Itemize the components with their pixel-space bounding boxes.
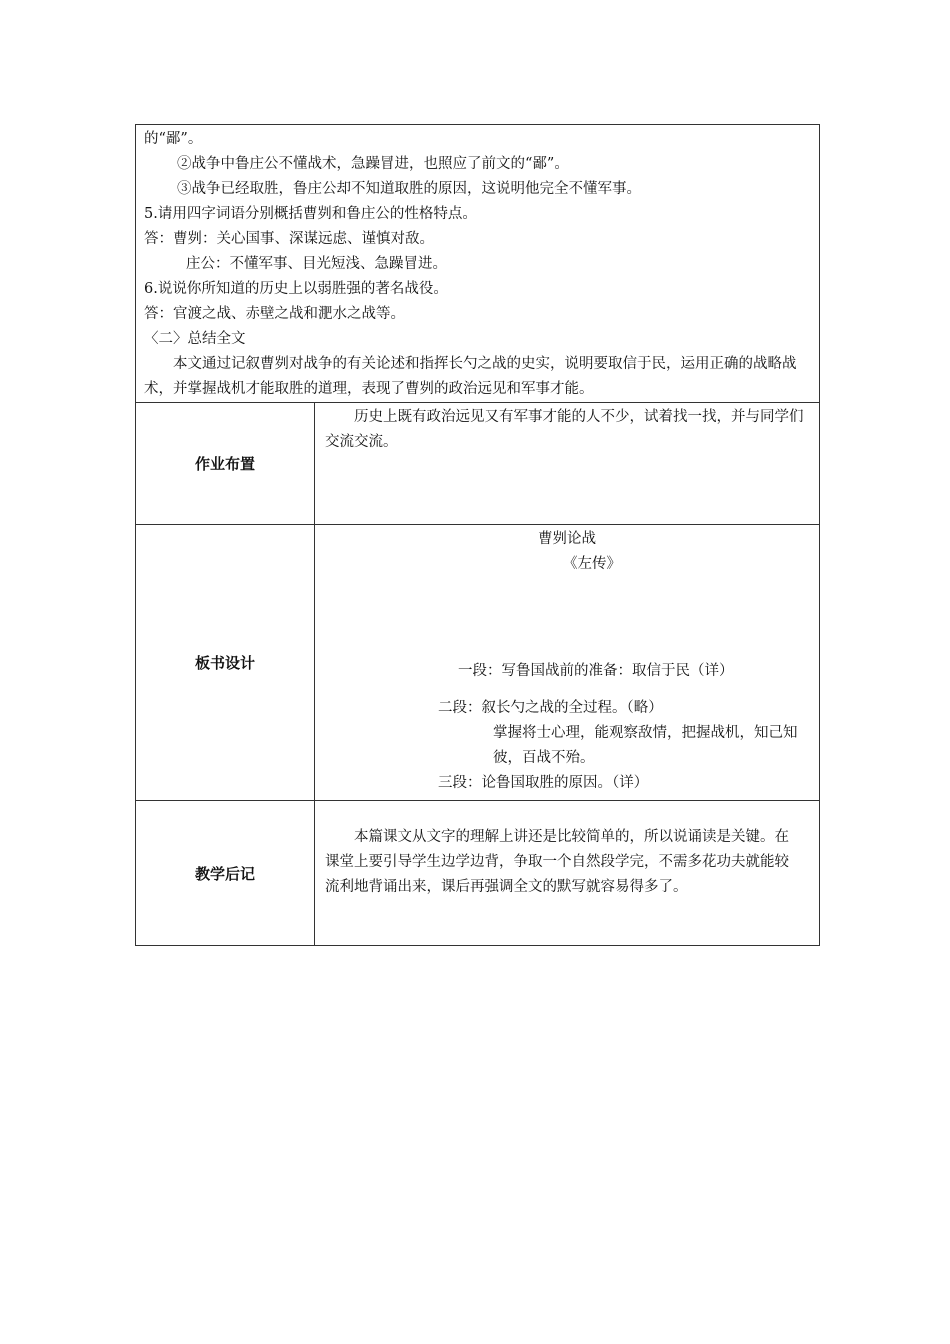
top-section-cell (136, 125, 820, 403)
summary-paragraph: 本文通过记叙曹刿对战争的有关论述和指挥长勺之战的史实，说明要取信于民，运用正确的战略战术，并掌握战机才能取胜的道理，表现了曹刿的政治远见和军事才能。 (144, 356, 797, 397)
answer-5-caogui: 答：曹刿：关心国事、深谋远虑、谨慎对敌。 (144, 231, 434, 247)
teaching-notes-text: 本篇课文从文字的理解上讲还是比较简单的，所以说诵读是关键。在课堂上要引导学生边学边背，争取一个自然段学完，不需多花功夫就能较流利地背诵出来，课后再强调全文的默写就容易得多了。 (325, 829, 789, 895)
answer-5-zhuanggong: 庄公：不懂军事、目光短浅、急躁冒进。 (186, 256, 447, 272)
homework-label: 作业布置 (136, 403, 315, 525)
board-source: 《左传》 (563, 556, 621, 572)
text-line: 的“鄙”。 (144, 131, 203, 147)
board-design-content (315, 525, 820, 801)
teaching-notes-content (315, 801, 820, 946)
teaching-notes-label: 教学后记 (136, 801, 315, 946)
homework-text: 历史上既有政治远见又有军事才能的人不少，试着找一找，并与同学们交流交流。 (325, 409, 804, 450)
section-heading: 〈二〉总结全文 (144, 331, 246, 347)
question-5: 5.请用四字词语分别概括曹刿和鲁庄公的性格特点。 (144, 206, 477, 222)
board-section-3: 三段：论鲁国取胜的原因。（详） (438, 775, 649, 791)
question-6: 6.说说你所知道的历史上以弱胜强的著名战役。 (144, 281, 448, 297)
board-section-2-detail: 掌握将士心理，能观察敌情，把握战机，知己知彼，百战不殆。 (493, 725, 798, 766)
answer-6: 答：官渡之战、赤壁之战和淝水之战等。 (144, 306, 405, 322)
board-section-1: 一段：写鲁国战前的准备：取信于民（详） (458, 663, 734, 679)
board-title: 曹刿论战 (538, 531, 596, 547)
text-line: ③战争已经取胜，鲁庄公却不知道取胜的原因，这说明他完全不懂军事。 (177, 181, 641, 197)
board-design-label: 板书设计 (136, 525, 315, 801)
homework-row (136, 403, 820, 525)
top-section-row (136, 125, 820, 403)
board-design-row (136, 525, 820, 801)
board-section-2: 二段：叙长勺之战的全过程。（略） (438, 700, 663, 716)
text-line: ②战争中鲁庄公不懂战术，急躁冒进，也照应了前文的“鄙”。 (177, 156, 569, 172)
homework-content (315, 403, 820, 525)
teaching-notes-row (136, 801, 820, 946)
lesson-plan-table (135, 124, 820, 946)
